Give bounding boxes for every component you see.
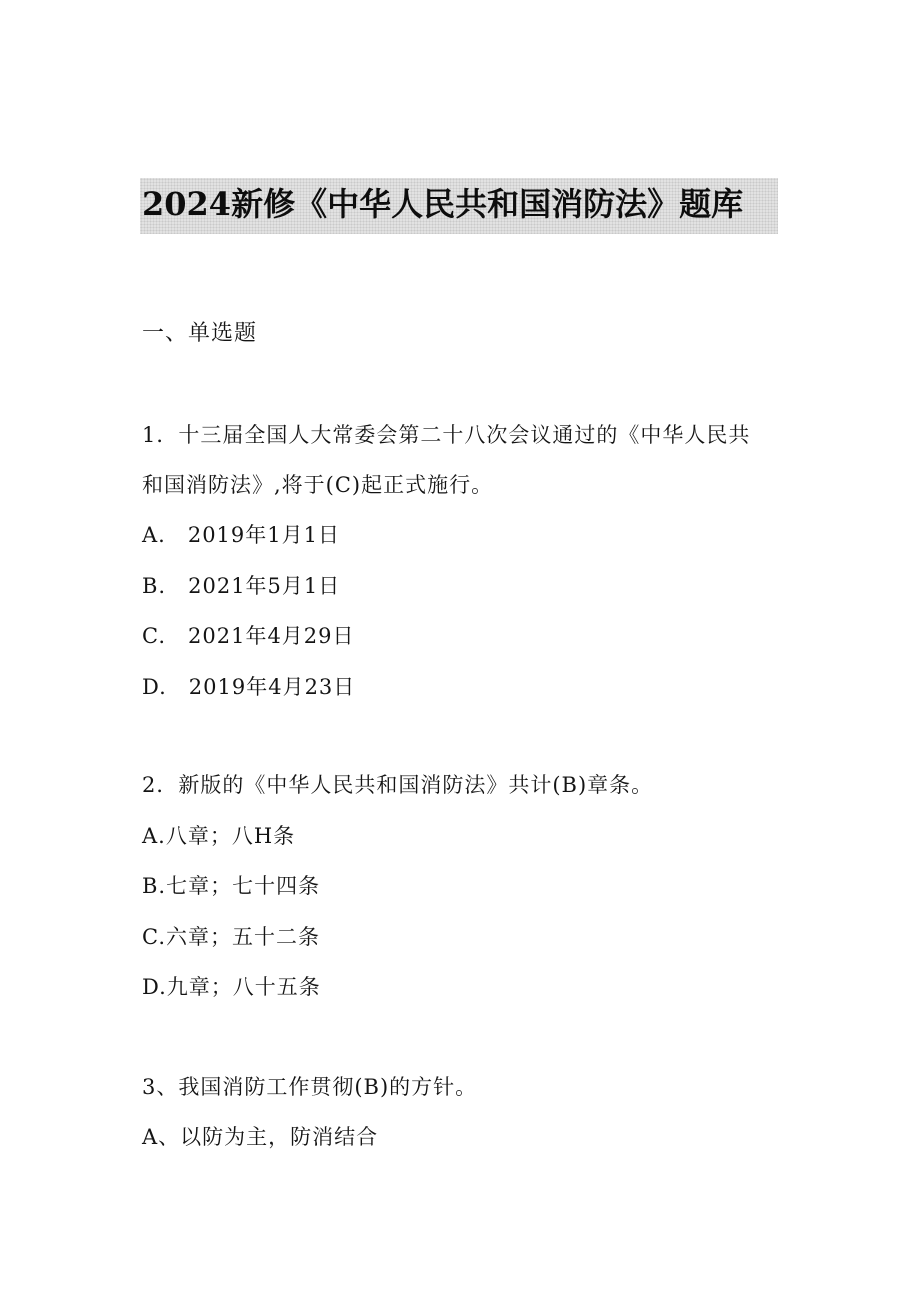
question-1-option-d: D. 2019年4月23日 (142, 675, 356, 699)
question-1-stem-line-2: 和国消防法》,将于(C)起正式施行。 (142, 473, 494, 497)
document-title: 2024新修《中华人民共和国消防法》题库 (142, 185, 744, 223)
question-2-option-b: B.七章；七十四条 (142, 874, 321, 898)
section-heading: 一、单选题 (142, 321, 258, 346)
question-2-option-c: C.六章；五十二条 (142, 925, 320, 949)
question-3-stem: 3、我国消防工作贯彻(B)的方针。 (142, 1075, 478, 1099)
question-1-stem-line-1: 1．十三届全国人大常委会第二十八次会议通过的《中华人民共 (142, 423, 751, 447)
question-1-option-b: B. 2021年5月1日 (142, 574, 341, 598)
question-1-option-c: C. 2021年4月29日 (142, 624, 355, 648)
question-2-option-a: A.八章；八H条 (142, 824, 296, 848)
question-1-option-a: A. 2019年1月1日 (142, 523, 341, 547)
question-2-option-d: D.九章；八十五条 (142, 975, 321, 999)
question-3-option-a: A、以防为主，防消结合 (142, 1125, 379, 1149)
question-2-stem: 2．新版的《中华人民共和国消防法》共计(B)章条。 (142, 773, 654, 797)
